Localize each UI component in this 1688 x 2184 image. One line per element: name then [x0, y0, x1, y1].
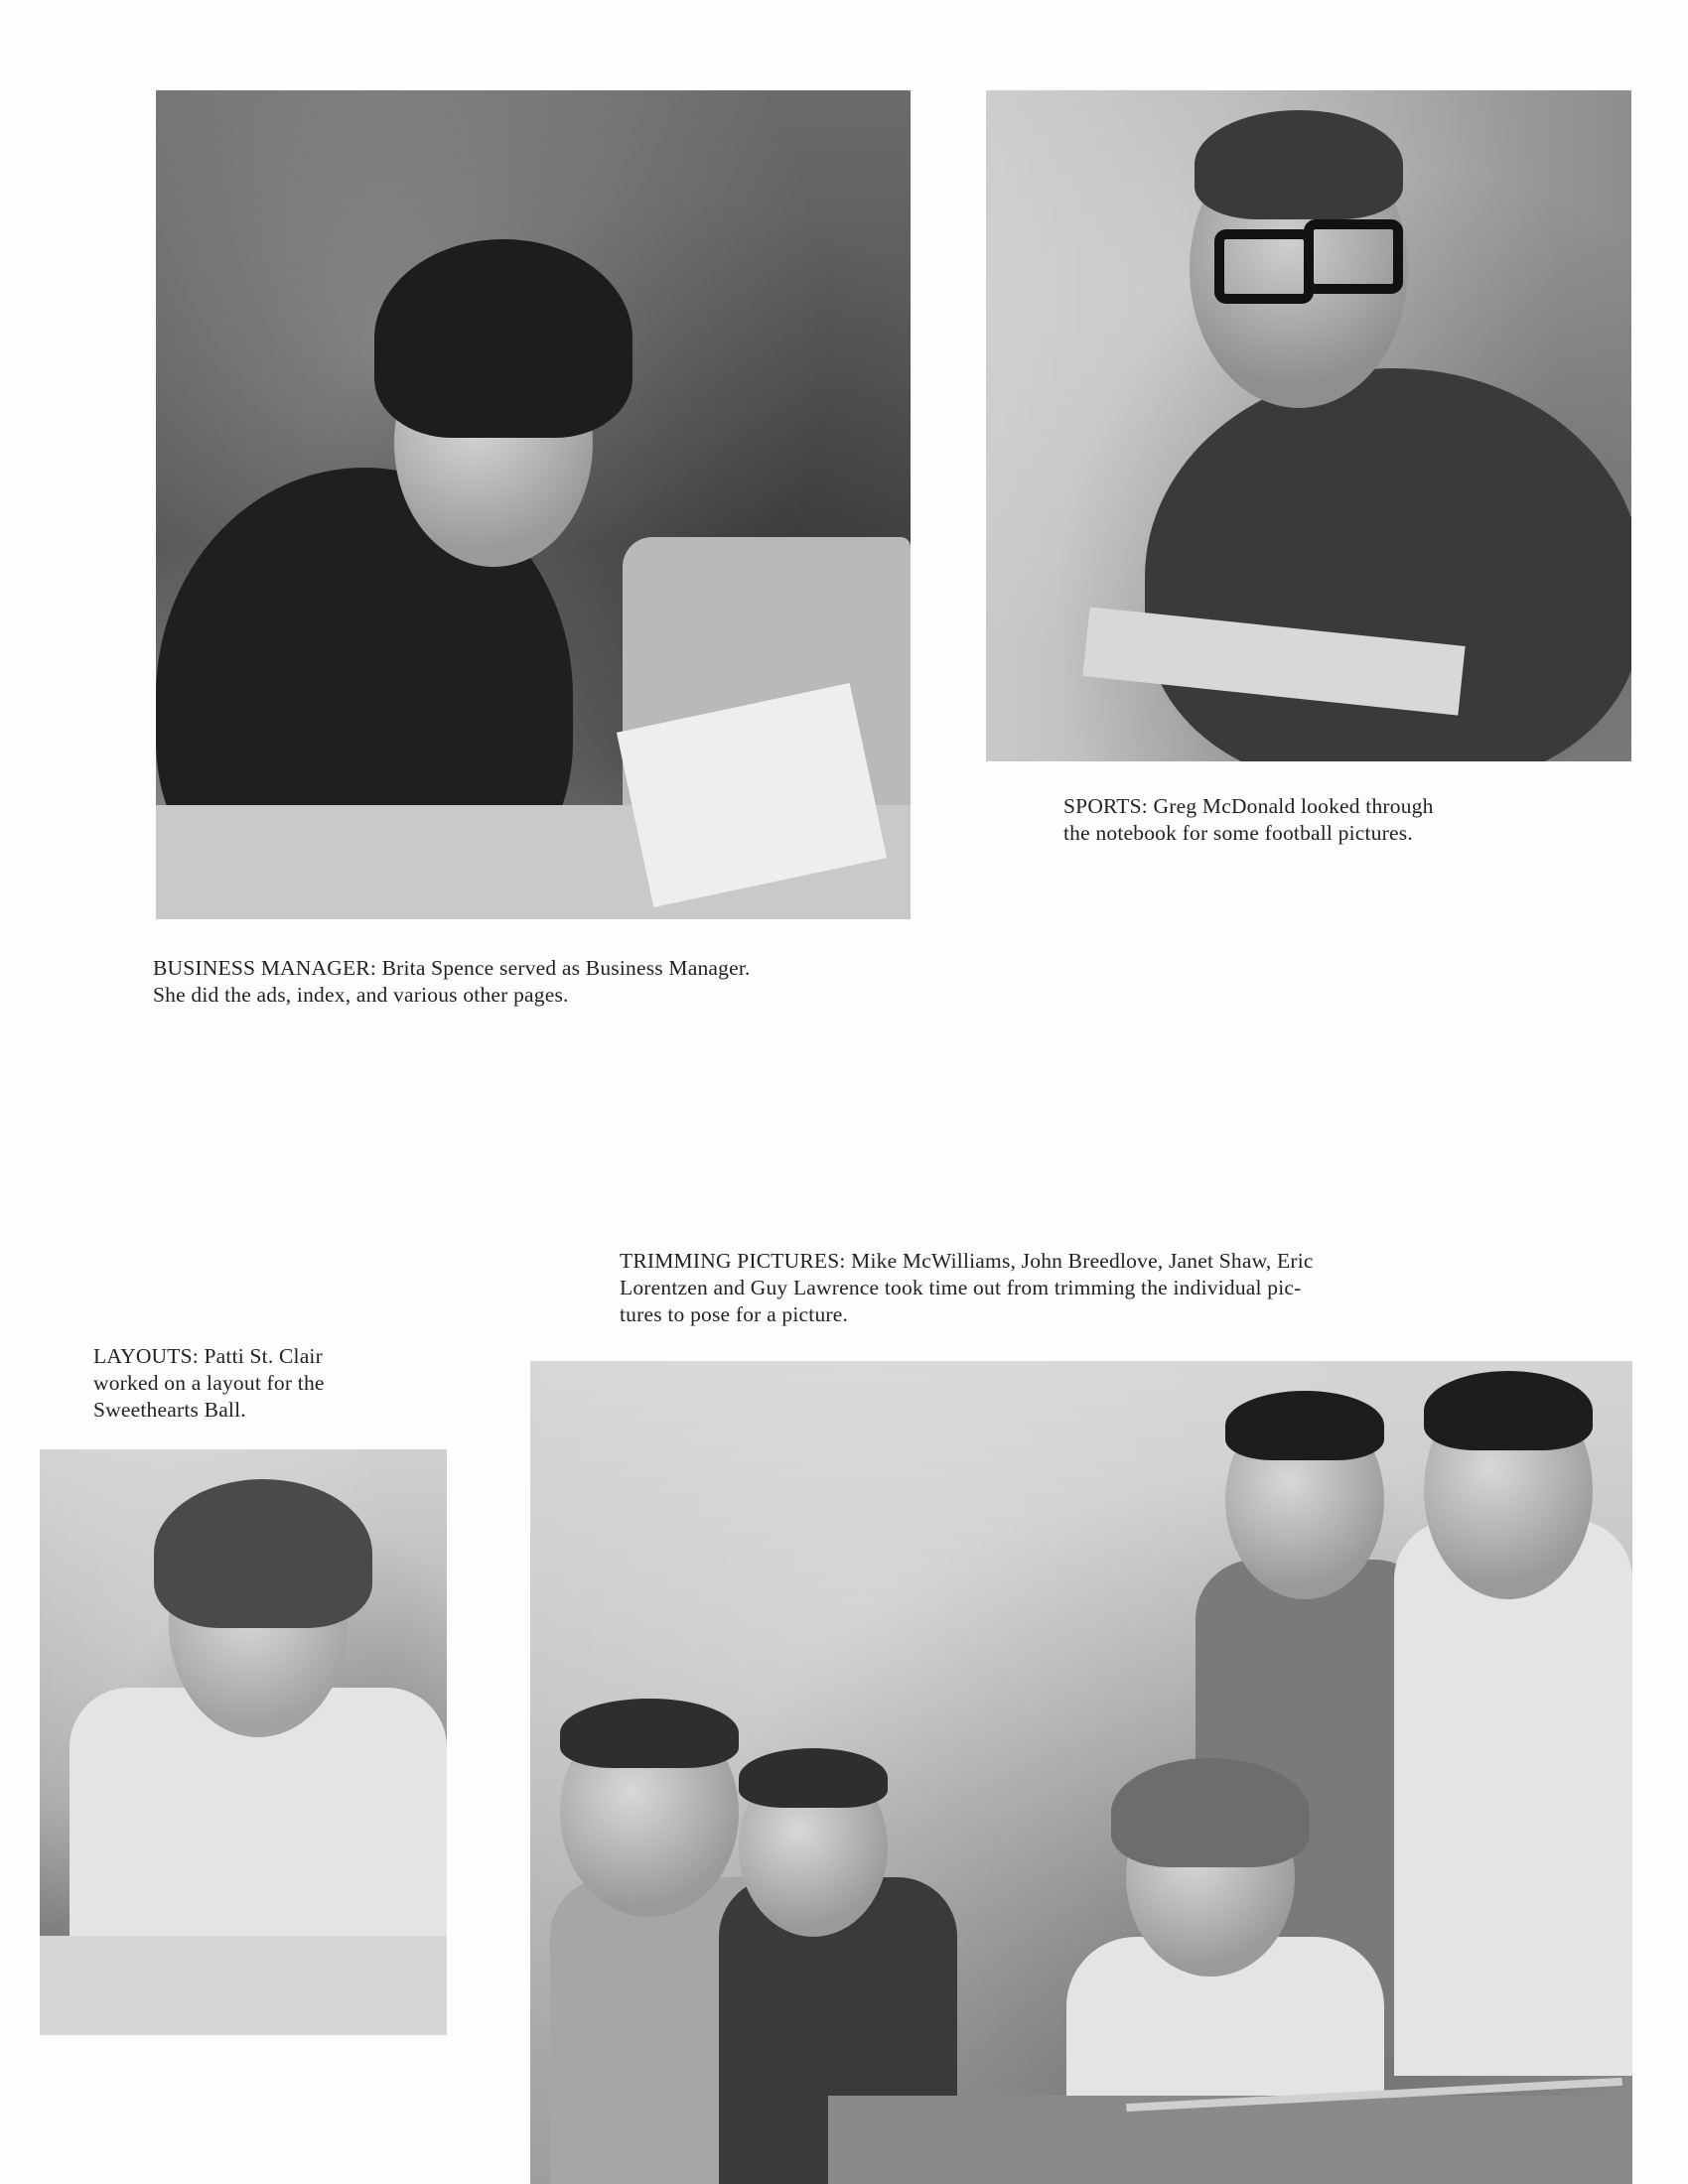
sports-caption: SPORTS: Greg McDonald looked through the notebook for some football pictures. [1063, 794, 1434, 845]
layouts-caption: LAYOUTS: Patti St. Clair worked on a layout for the Sweethearts Ball. [93, 1344, 325, 1422]
business-manager-photo [156, 90, 911, 919]
trimming-pictures-caption: TRIMMING PICTURES: Mike McWilliams, John Breedlove, Janet Shaw, Eric Lorentzen and Guy Lawrence took time out from trimming the individual pic- tures to pose for a picture. [620, 1249, 1314, 1326]
sports-photo [986, 90, 1631, 761]
business-manager-caption: BUSINESS MANAGER: Brita Spence served as Business Manager. She did the ads, index, and various other pages. [153, 956, 751, 1007]
trimming-pictures-photo [530, 1361, 1632, 2184]
layouts-photo [40, 1449, 447, 2035]
